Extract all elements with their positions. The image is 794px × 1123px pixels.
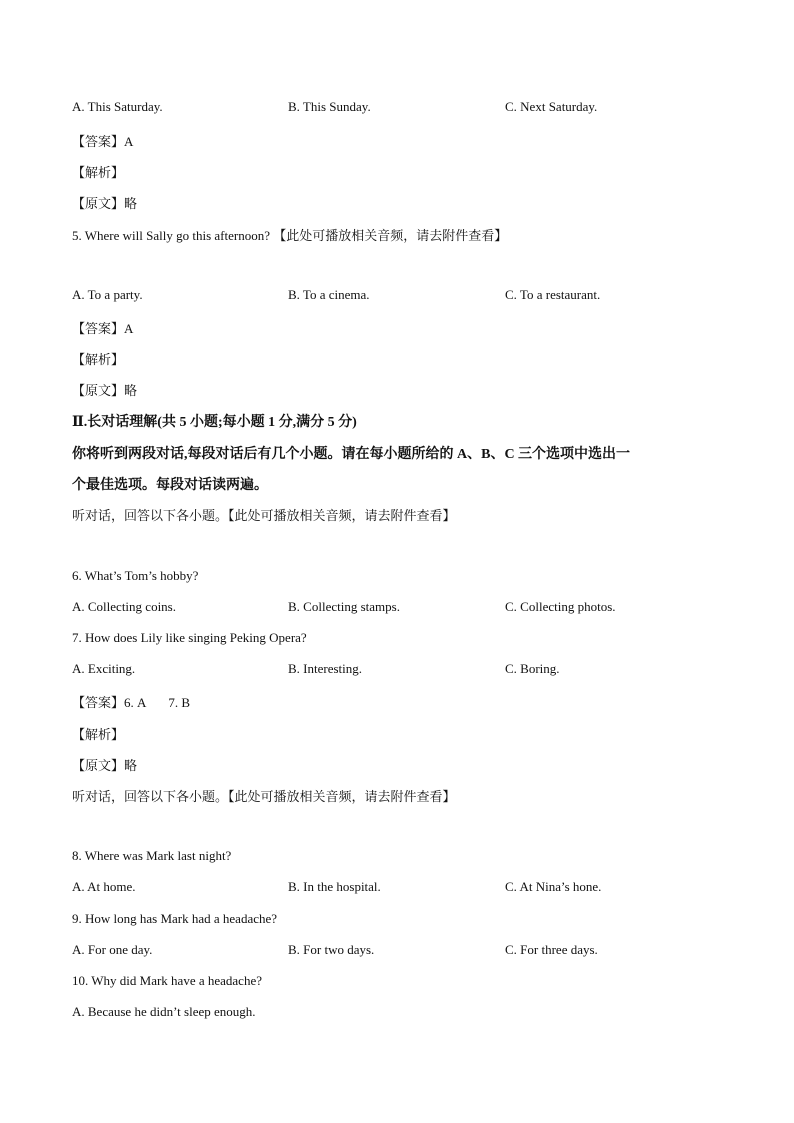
question-7-options <box>72 661 752 679</box>
option-b: B. For two days. <box>288 942 375 957</box>
question-5: 5. Where will Sally go this afternoon? 【此处可播放相关音频，请去附件查看】 <box>72 228 508 243</box>
analysis-line: 【解析】 <box>72 727 125 742</box>
question-9: 9. How long has Mark had a headache? <box>72 911 278 926</box>
section-instructions-line-1: 你将听到两段对话,每段对话后有几个小题。请在每小题所给的 A、B、C 三个选项中选出一 <box>72 447 631 462</box>
question-8-options <box>72 879 752 897</box>
question-10: 10. Why did Mark have a headache? <box>72 973 262 988</box>
dialogue-1-prompt: 听对话，回答以下各小题。【此处可播放相关音频，请去附件查看】 <box>72 508 456 523</box>
original-text-line: 【原文】略 <box>72 383 138 398</box>
option-a: A. To a party. <box>72 287 143 302</box>
analysis-line: 【解析】 <box>72 165 125 180</box>
analysis-line: 【解析】 <box>72 352 125 367</box>
section-instructions-line-2: 个最佳选项。每段对话读两遍。 <box>72 478 268 493</box>
dialogue-2-prompt: 听对话，回答以下各小题。【此处可播放相关音频，请去附件查看】 <box>72 789 456 804</box>
question-5-options <box>72 287 752 305</box>
option-a: A. Collecting coins. <box>72 599 176 614</box>
option-a: A. At home. <box>72 879 136 894</box>
option-b: B. In the hospital. <box>288 879 381 894</box>
answer-line: 【答案】A <box>72 321 134 336</box>
section-heading: Ⅱ.长对话理解(共 5 小题;每小题 1 分,满分 5 分) <box>72 415 357 430</box>
option-c: C. Collecting photos. <box>505 599 616 614</box>
option-c: C. To a restaurant. <box>505 287 601 302</box>
original-text-line: 【原文】略 <box>72 758 138 773</box>
question-6: 6. What’s Tom’s hobby? <box>72 568 199 583</box>
option-b: B. This Sunday. <box>288 99 371 114</box>
option-a: A. For one day. <box>72 942 153 957</box>
option-b: B. Interesting. <box>288 661 363 676</box>
option-a: A. This Saturday. <box>72 99 163 114</box>
option-a: A. Exciting. <box>72 661 136 676</box>
question-4-options <box>72 99 752 117</box>
question-7: 7. How does Lily like singing Peking Opera? <box>72 630 307 645</box>
question-9-options <box>72 942 752 960</box>
original-text-line: 【原文】略 <box>72 196 138 211</box>
option-c: C. For three days. <box>505 942 598 957</box>
option-c: C. At Nina’s hone. <box>505 879 602 894</box>
answer-line: 【答案】6. A 7. B <box>72 695 191 710</box>
option-c: C. Boring. <box>505 661 560 676</box>
option-c: C. Next Saturday. <box>505 99 598 114</box>
question-10-option-a: A. Because he didn’t sleep enough. <box>72 1004 256 1019</box>
question-6-options <box>72 599 752 617</box>
question-8: 8. Where was Mark last night? <box>72 848 232 863</box>
option-b: B. Collecting stamps. <box>288 599 400 614</box>
option-b: B. To a cinema. <box>288 287 370 302</box>
answer-line: 【答案】A <box>72 134 134 149</box>
